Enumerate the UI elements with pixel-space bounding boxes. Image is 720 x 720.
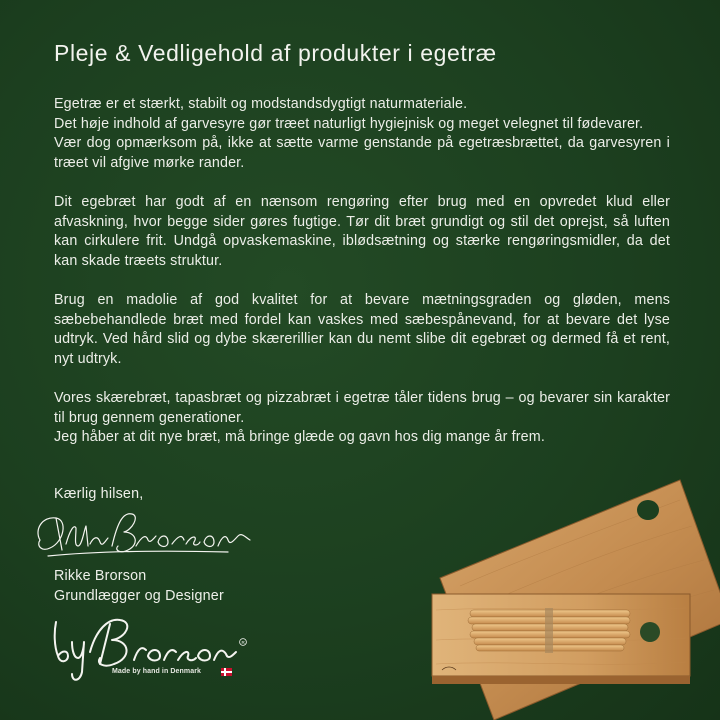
logo-tagline: Made by hand in Denmark <box>112 668 202 675</box>
paragraph-line: Dit egebræt har godt af en nænsom rengøring efter brug med en opvredet klud eller afvaskning, hvor begge sider gøres fugtige. Tør dit bræt grundigt og stil det oprejst, så luften kan cirkulere frit. Undgå opvaskemaskine, iblødsætning og stærke rengøringsmidler, da det kan skade træets struktur. <box>54 193 670 269</box>
paragraph-line: Det høje indhold af garvesyre gør træet naturligt hygiejnisk og meget velegnet til fødevarer. <box>54 115 644 132</box>
cutting-boards-image <box>400 470 720 720</box>
paragraph-line: Vær dog opmærksom på, ikke at sætte varme genstande på egetræsbrættet, da garvesyren i træet vil afgive mørke rander. <box>54 135 670 171</box>
paragraph-cleaning <box>54 193 670 271</box>
body-text <box>54 95 670 467</box>
paragraph-line: Vores skærebræt, tapasbræt og pizzabræt i egetræ tåler tidens brug – og bevarer sin karakter til brug gennem generationer. <box>54 389 670 426</box>
danish-flag-icon <box>221 668 232 676</box>
svg-text:R: R <box>241 639 245 645</box>
brorson-logo <box>50 612 250 692</box>
paragraph-line: Egetræ er et stærkt, stabilt og modstandsdygtigt naturmateriale. <box>54 96 468 112</box>
handwritten-signature <box>28 500 258 570</box>
signature-block <box>54 566 224 606</box>
signer-name: Rikke Brorson <box>54 568 147 584</box>
paragraph-material <box>54 95 670 173</box>
paragraph-line: Brug en madolie af god kvalitet for at bevare mætningsgraden og gløden, mens sæbebehandlede bræt med fordel kan vaskes med sæbespånevand, for at bevare det lyse udtryk. Ved hård slid og dybe skærerillier kan du nemt slibe dit egebræt og dermed få et rent, nyt udtryk. <box>54 291 670 367</box>
signer-role: Grundlægger og Designer <box>54 588 224 604</box>
paragraph-closing <box>54 389 670 448</box>
page-title: Pleje & Vedligehold af produkter i egetræ <box>54 40 497 66</box>
paragraph-line: Jeg håber at dit nye bræt, må bringe glæde og gavn hos dig mange år frem. <box>54 429 545 446</box>
greeting: Kærlig hilsen, <box>54 486 144 502</box>
paragraph-oil <box>54 291 670 369</box>
